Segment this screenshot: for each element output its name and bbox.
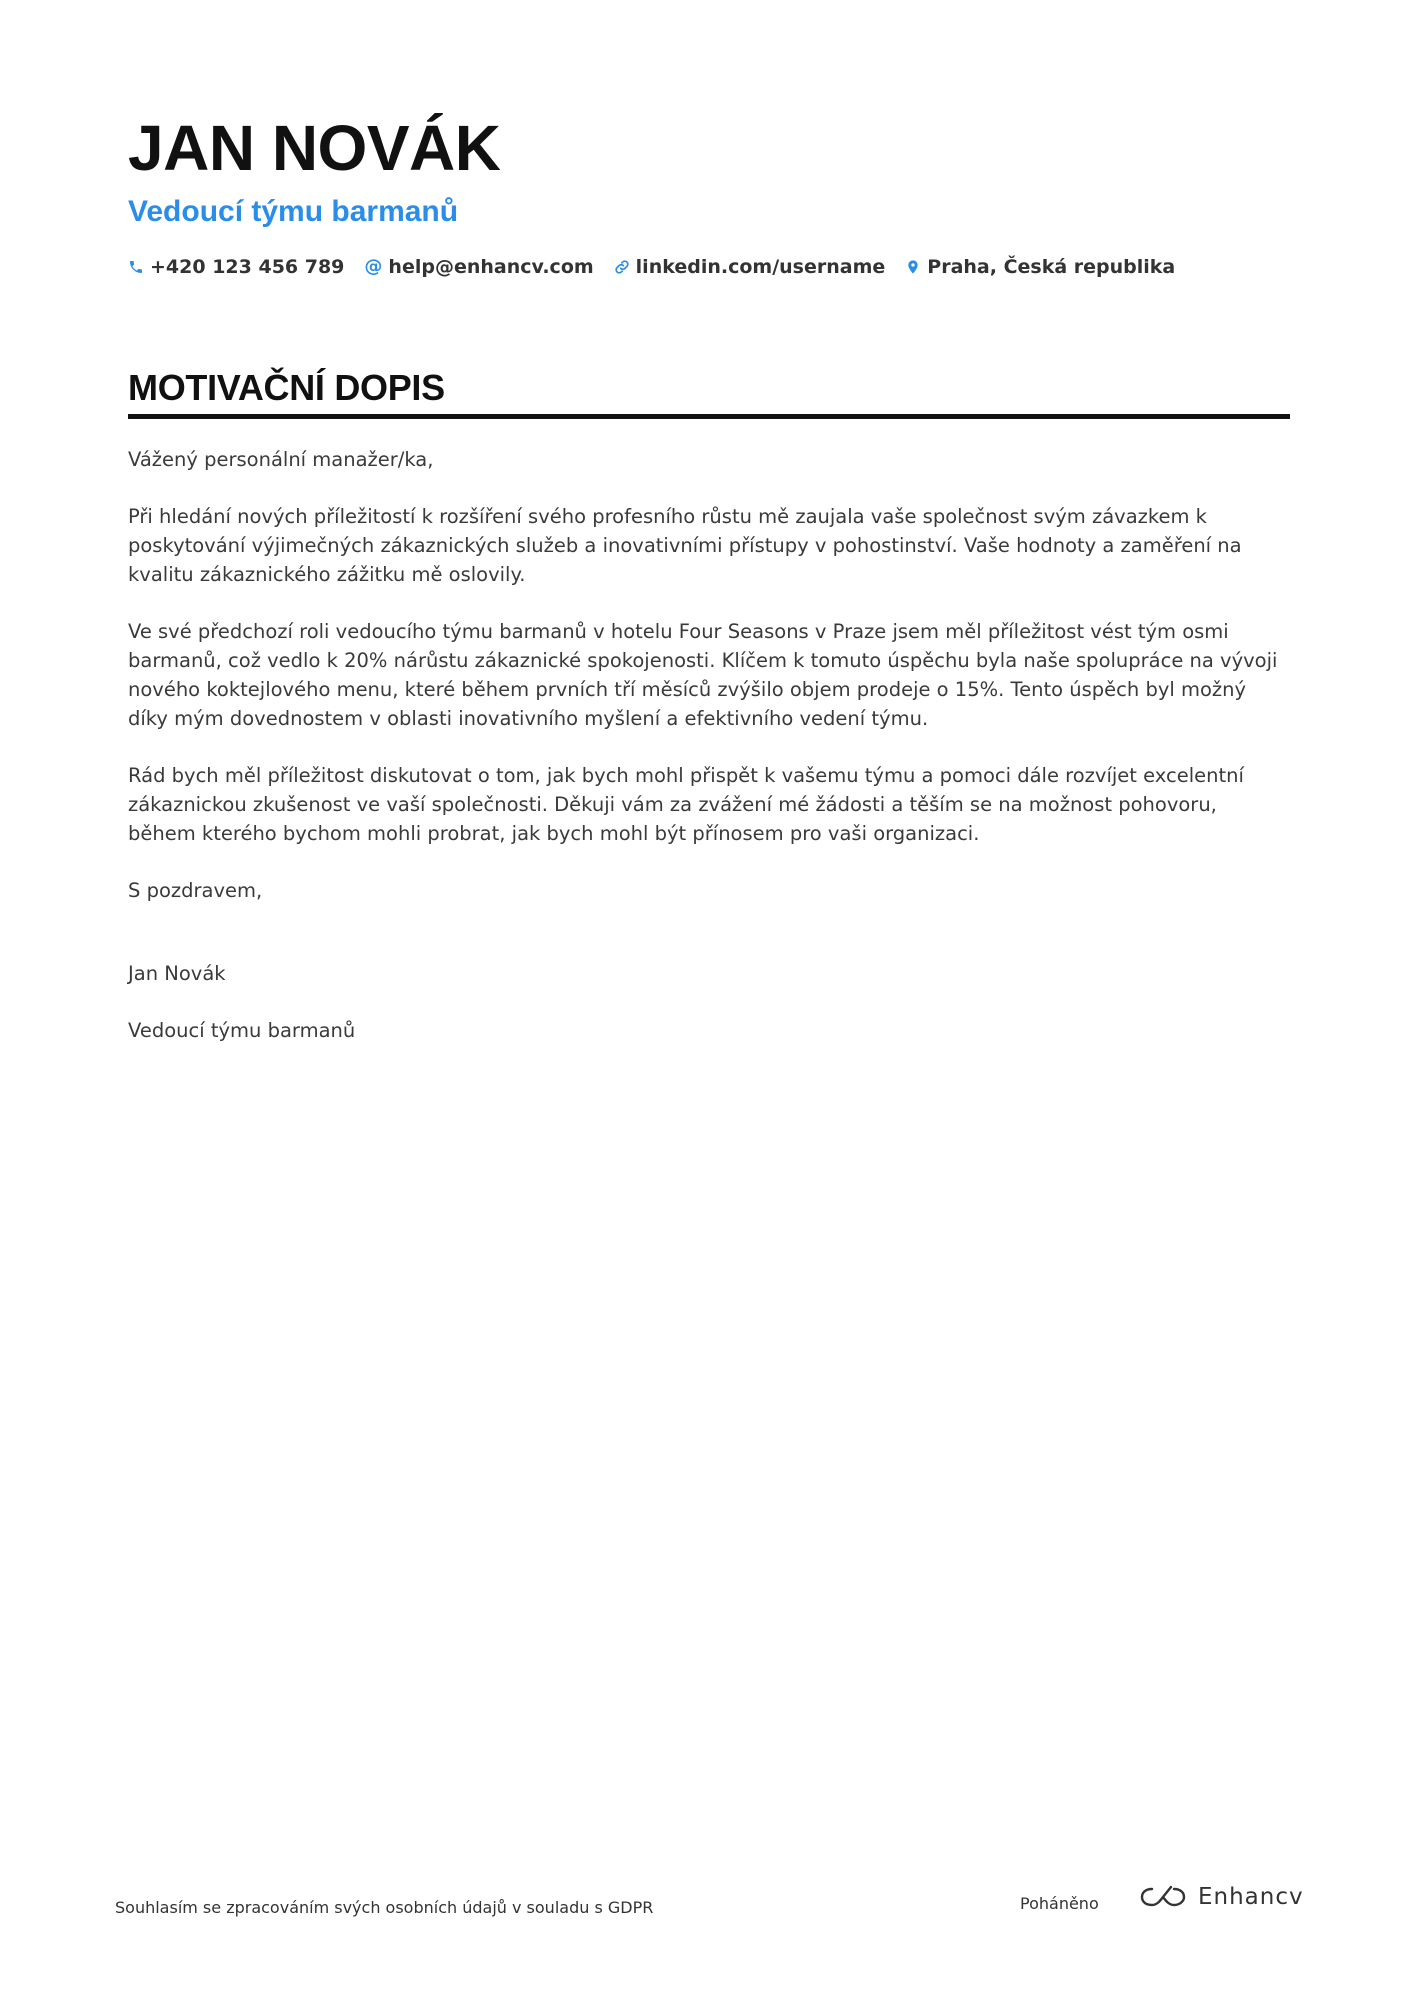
- location-pin-icon: [905, 259, 921, 275]
- enhancv-logo-icon: [1140, 1884, 1186, 1910]
- phone-icon: [128, 259, 144, 275]
- contact-bar: [128, 256, 1288, 278]
- contact-phone[interactable]: [128, 256, 344, 278]
- signature-title: Vedoucí týmu barmanů: [128, 1019, 356, 1042]
- letter-body: [128, 445, 1290, 1045]
- section-title: MOTIVAČNÍ DOPIS: [128, 367, 445, 408]
- section-divider: [128, 414, 1290, 419]
- candidate-name: JAN NOVÁK: [128, 112, 501, 184]
- letter-greeting: Vážený personální manažer/ka,: [128, 448, 434, 471]
- letter-paragraph-3: Rád bych měl příležitost diskutovat o tom, jak bych mohl přispět k vašemu týmu a pomoci dále rozvíjet excelentní zákaznickou zkušenost ve vaší společnosti. Děkuji vám za zvážení mé žádosti a těším se na možnost pohovoru, během kterého bychom mohli probrat, jak bych mohl být přínosem pro vaši organizaci.: [128, 764, 1244, 845]
- gdpr-consent: Souhlasím se zpracováním svých osobních údajů v souladu s GDPR: [115, 1898, 654, 1917]
- candidate-position: Vedoucí týmu barmanů: [128, 195, 459, 228]
- resume-header: [128, 108, 1288, 278]
- letter-closing: S pozdravem,: [128, 879, 263, 902]
- contact-linkedin[interactable]: [614, 256, 886, 278]
- powered-by-label: Poháněno: [1020, 1894, 1099, 1913]
- linkedin-text: linkedin.com/username: [635, 256, 886, 278]
- letter-paragraph-1: Při hledání nových příležitostí k rozšíření svého profesního růstu mě zaujala vaše společnost svým závazkem k poskytování výjimečných zákaznických služeb a inovativními přístupy v pohostinství. Vaše hodnoty a zaměření na kvalitu zákaznického zážitku mě oslovily.: [128, 505, 1242, 586]
- location-text: Praha, Česká republika: [927, 256, 1176, 278]
- link-icon: [614, 259, 630, 275]
- cover-letter-section: [128, 366, 1290, 1073]
- signature-name: Jan Novák: [128, 962, 226, 985]
- email-text: help@enhancv.com: [388, 256, 594, 278]
- brand-name: Enhancv: [1198, 1884, 1304, 1910]
- letter-paragraph-2: Ve své předchozí roli vedoucího týmu barmanů v hotelu Four Seasons v Praze jsem měl příležitost vést tým osmi barmanů, což vedlo k 20% nárůstu zákaznické spokojenosti. Klíčem k tomuto úspěchu byla naše spolupráce na vývoji nového koktejlového menu, které během prvních tří měsíců zvýšilo objem prodeje o 15%. Tento úspěch byl možný díky mým dovednostem v oblasti inovativního myšlení a efektivního vedení týmu.: [128, 620, 1278, 730]
- phone-text: +420 123 456 789: [150, 256, 345, 278]
- at-icon: @: [364, 256, 383, 277]
- contact-location: [905, 256, 1175, 278]
- page-footer: [115, 1880, 1304, 1920]
- brand-link[interactable]: [1140, 1884, 1304, 1910]
- contact-email[interactable]: [364, 256, 593, 278]
